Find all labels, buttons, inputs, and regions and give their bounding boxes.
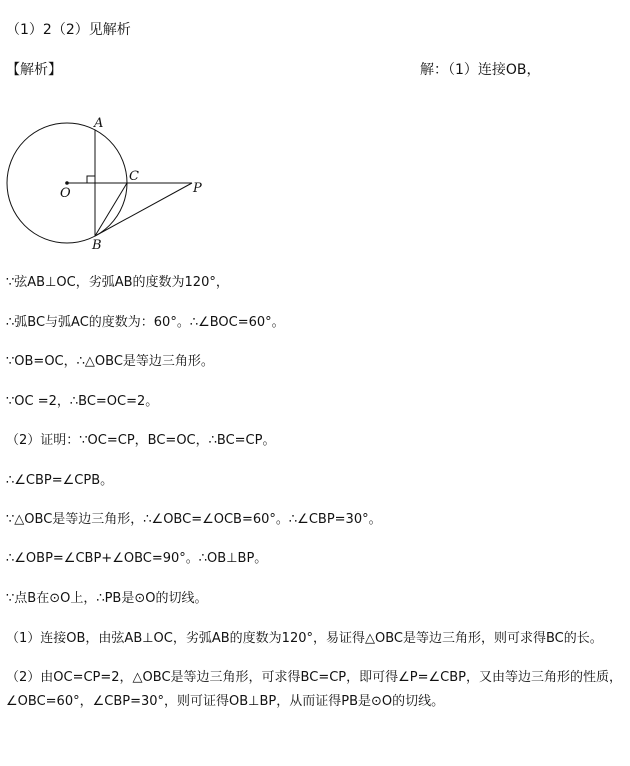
answer-line: （1）2（2）见解析 (6, 22, 131, 38)
label-c: C (129, 169, 139, 184)
step-line: ∵OB=OC，∴△OBC是等边三角形。 (6, 354, 214, 369)
step-line: ∵弦AB⊥OC，劣弧AB的度数为120°， (6, 275, 229, 290)
step-line: ∵点B在⊙O上，∴PB是⊙O的切线。 (6, 591, 208, 606)
analysis-heading: 【解析】 (6, 62, 62, 78)
summary-part-1: （1）连接OB，由弦AB⊥OC，劣弧AB的度数为120°，易证得△OBC是等边三角形，则可求得BC的长。 (6, 631, 603, 646)
summary-part-2: （2）由OC=CP=2，△OBC是等边三角形，可求得BC=CP，即可得∠P=∠CBP，又由等边三角形的性质，∠OBC=60°，∠CBP=30°，则可证得OB⊥BP，从而证得PB是⊙O的切线。 (6, 670, 623, 709)
step-line: （2）证明：∵OC=CP，BC=OC，∴BC=CP。 (6, 433, 276, 448)
label-p: P (193, 181, 202, 196)
step-line: ∵△OBC是等边三角形，∴∠OBC=∠OCB=60°。∴∠CBP=30°。 (6, 512, 382, 527)
solution-intro: 解：（1）连接OB， (420, 62, 541, 78)
line-bc (95, 183, 127, 236)
label-a: A (94, 116, 104, 131)
step-line: ∴弧BC与弧AC的度数为：60°。∴∠BOC=60°。 (6, 315, 285, 330)
step-line: ∵OC =2，∴BC=OC=2。 (6, 394, 159, 409)
label-o: O (60, 186, 71, 201)
step-line: ∴∠OBP=∠CBP+∠OBC=90°。∴OB⊥BP。 (6, 551, 268, 566)
center-point (65, 181, 69, 185)
step-line: ∴∠CBP=∠CPB。 (6, 473, 114, 488)
geometry-figure (0, 112, 220, 257)
line-bp (95, 183, 192, 236)
label-b: B (92, 238, 102, 253)
right-angle-mark (87, 176, 95, 183)
